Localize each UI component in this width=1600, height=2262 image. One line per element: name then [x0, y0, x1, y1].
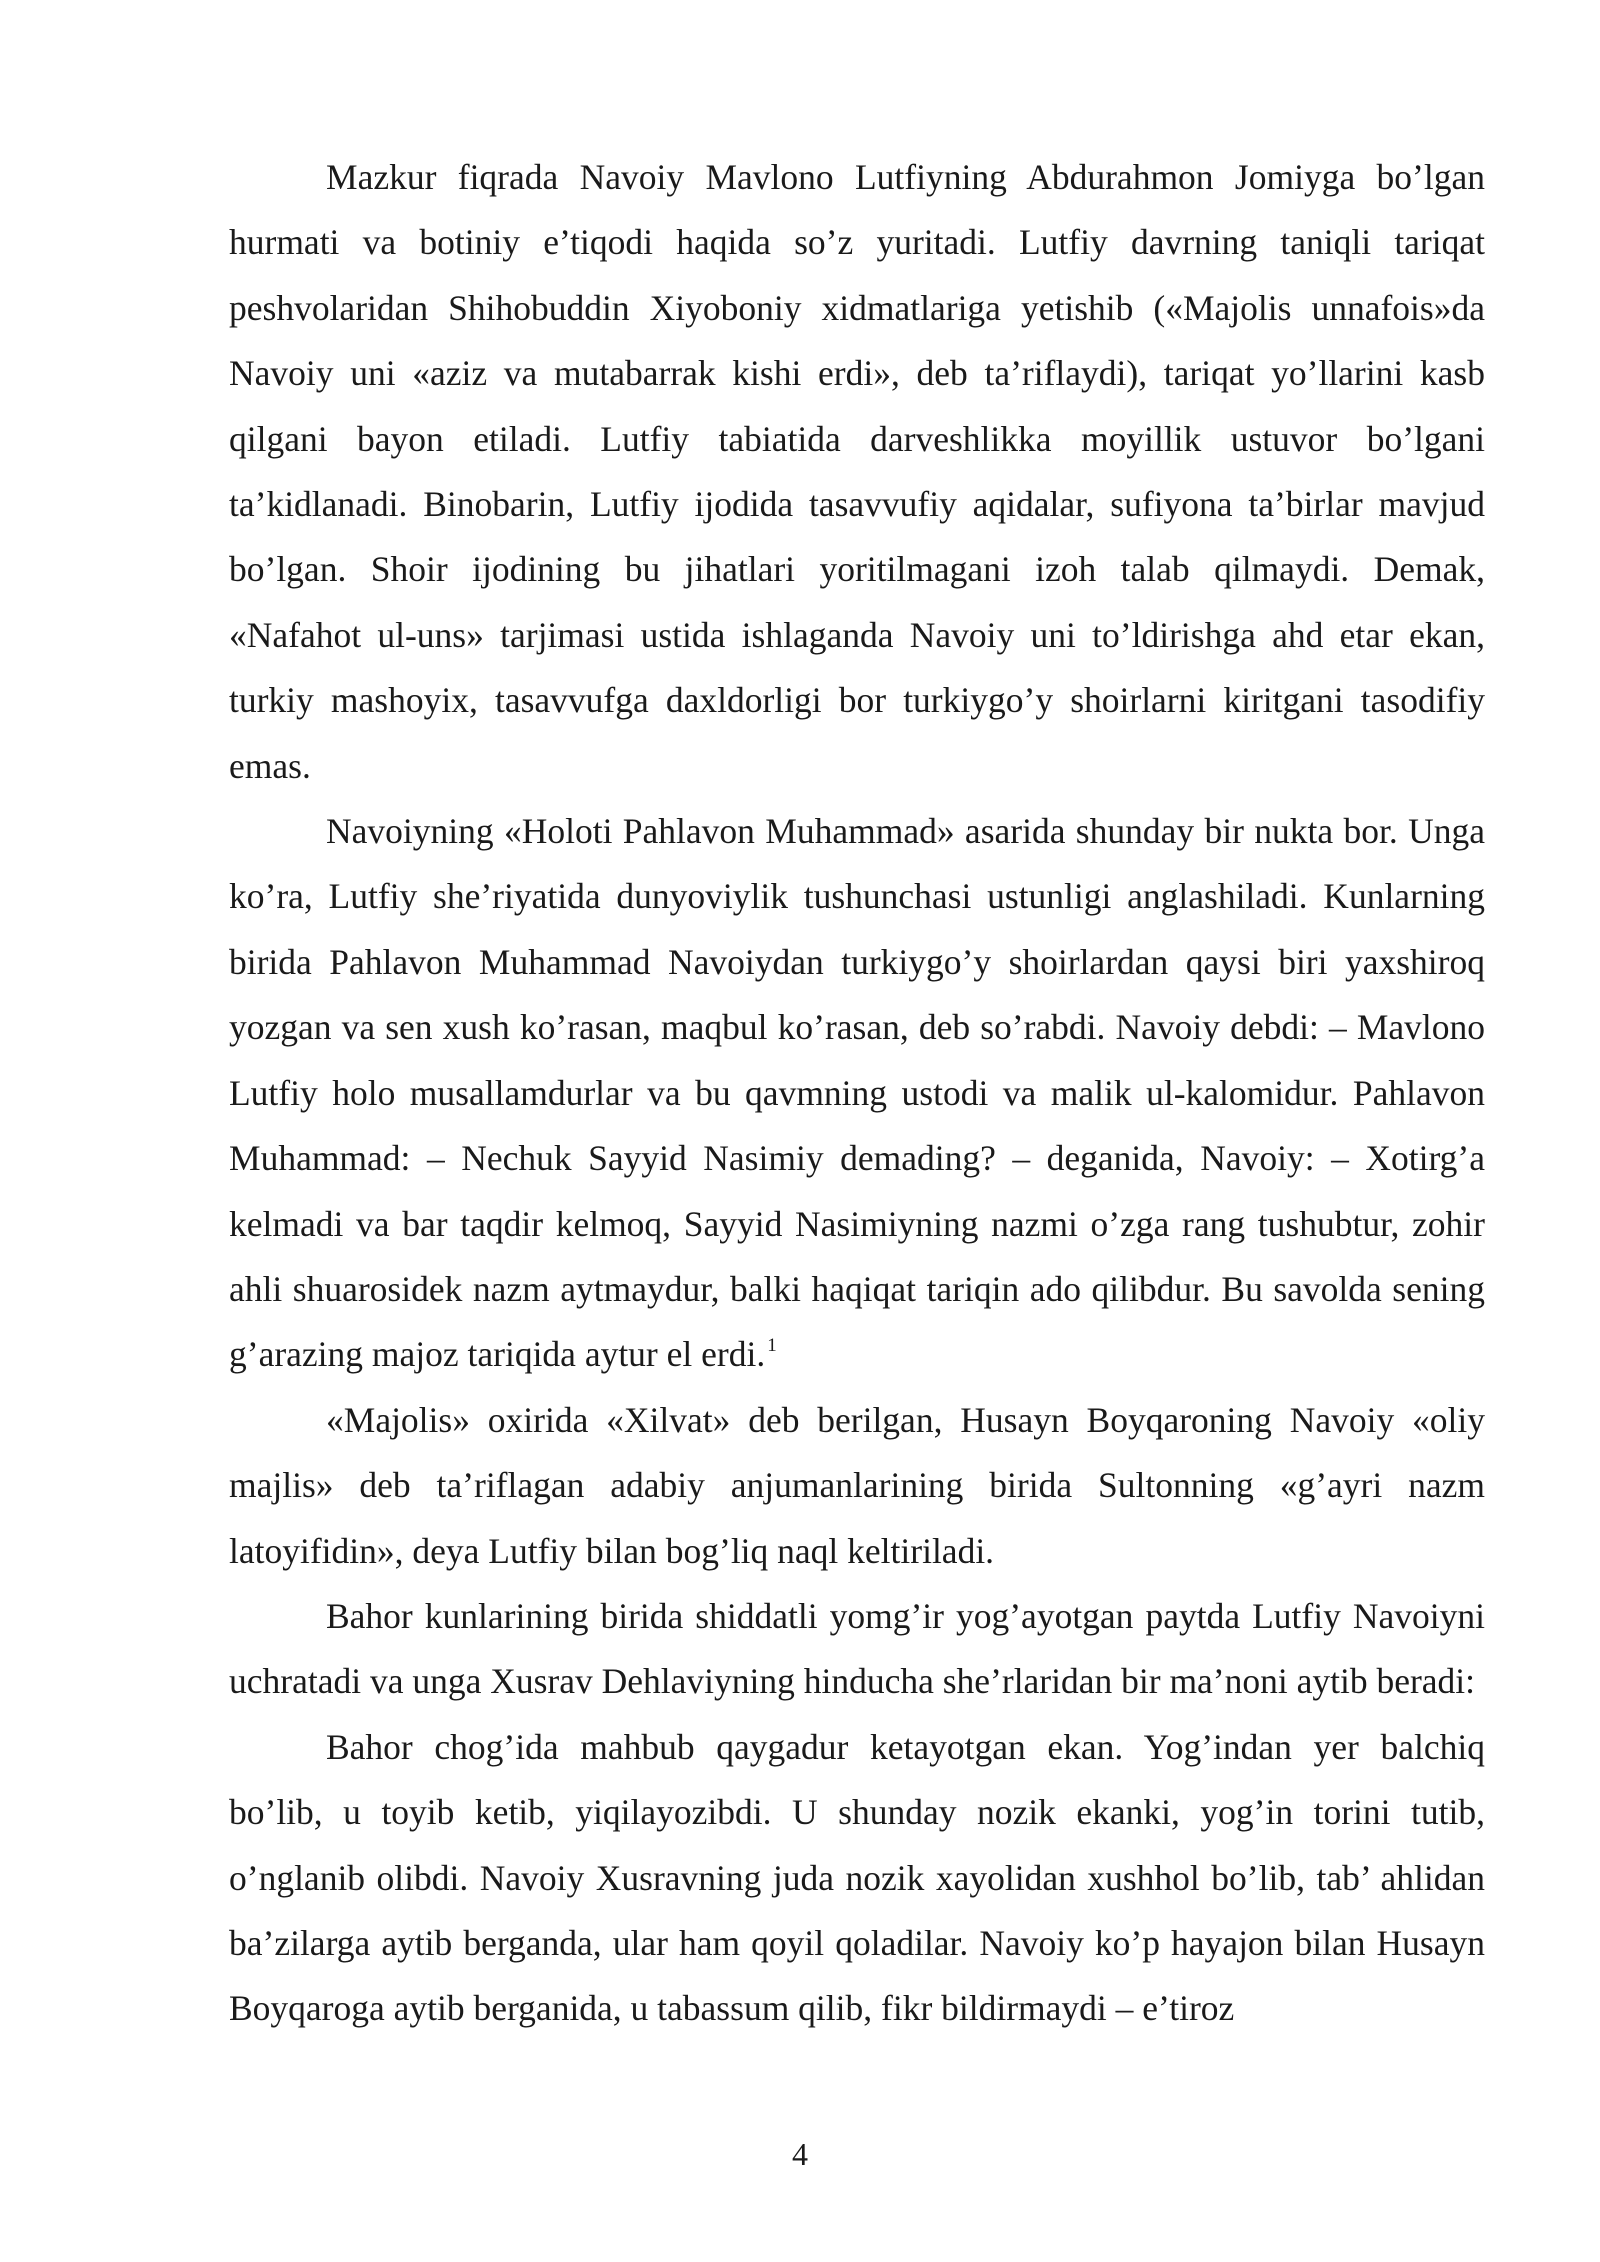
- document-page: [229, 145, 1485, 2042]
- paragraph-3-text: «Majolis» oxirida «Xilvat» deb berilgan, Husayn Boyqaroning Navoiy «oliy majlis» deb ta’riflagan adabiy anjumanlarining birida Sultonning «g’ayri nazm latoyifidin», deya Lutfiy bilan bog’liq naql keltiriladi.: [229, 1399, 1485, 1571]
- page-number: 4: [792, 2136, 808, 2172]
- paragraph-1-text: Mazkur fiqrada Navoiy Mavlono Lutfiyning Abdurahmon Jomiyga bo’lgan hurmati va botiniy e’tiqodi haqida so’z yuritadi. Lutfiy davrning taniqli tariqat peshvolaridan Shihobuddin Xiyoboniy xidmatlariga yetishib («Majolis unnafois»da Navoiy uni «aziz va mutabarrak kishi erdi», deb ta’riflaydi), tariqat yo’llarini kasb qilgani bayon etiladi. Lutfiy tabiatida darveshlikka moyillik ustuvor bo’lgani ta’kidlanadi. Binobarin, Lutfiy ijodida tasavvufiy aqidalar, sufiyona ta’birlar mavjud bo’lgan. Shoir ijodining bu jihatlari yoritilmagani izoh talab qilmaydi. Demak, «Nafahot ul-uns» tarjimasi ustida ishlaganda Navoiy uni to’ldirishga ahd etar ekan, turkiy mashoyix, tasavvufga daxldorligi bor turkiygo’y shoirlarni kiritgani tasodifiy emas.: [229, 157, 1485, 786]
- paragraph-2: [229, 799, 1485, 1388]
- paragraph-3: [229, 1388, 1485, 1584]
- footnote-marker[interactable]: 1: [767, 1335, 777, 1357]
- paragraph-4-text: Bahor kunlarining birida shiddatli yomg’ir yog’ayotgan paytda Lutfiy Navoiyni uchratadi va unga Xusrav Dehlaviyning hinducha she’rlaridan bir ma’noni aytib beradi:: [229, 1595, 1485, 1702]
- paragraph-4: [229, 1584, 1485, 1715]
- paragraph-5: [229, 1715, 1485, 2042]
- paragraph-5-text: Bahor chog’ida mahbub qaygadur ketayotgan ekan. Yog’indan yer balchiq bo’lib, u toyib ketib, yiqilayozibdi. U shunday nozik ekanki, yog’in torini tutib, o’nglanib olibdi. Navoiy Xusravning juda nozik xayolidan xushhol bo’lib, tab’ ahlidan ba’zilarga aytib berganda, ular ham qoyil qoladilar. Navoiy ko’p hayajon bilan Husayn Boyqaroga aytib berganida, u tabassum qilib, fikr bildirmaydi – e’tiroz: [229, 1726, 1485, 2029]
- paragraph-2-text: Navoiyning «Holoti Pahlavon Muhammad» asarida shunday bir nukta bor. Unga ko’ra, Lutfiy she’riyatida dunyoviylik tushunchasi ustunligi anglashiladi. Kunlarning birida Pahlavon Muhammad Navoiydan turkiygo’y shoirlardan qaysi biri yaxshiroq yozgan va sen xush ko’rasan, maqbul ko’rasan, deb so’rabdi. Navoiy debdi: – Mavlono Lutfiy holo musallamdurlar va bu qavmning ustodi va malik ul-kalomidur. Pahlavon Muhammad: – Nechuk Sayyid Nasimiy demading? – deganida, Navoiy: – Xotirg’a kelmadi va bar taqdir kelmoq, Sayyid Nasimiyning nazmi o’zga rang tushubtur, zohir ahli shuarosidek nazm aytmaydur, balki haqiqat tariqin ado qilibdur. Bu savolda sening g’arazing majoz tariqida aytur el erdi.: [229, 811, 1485, 1375]
- paragraph-1: [229, 145, 1485, 799]
